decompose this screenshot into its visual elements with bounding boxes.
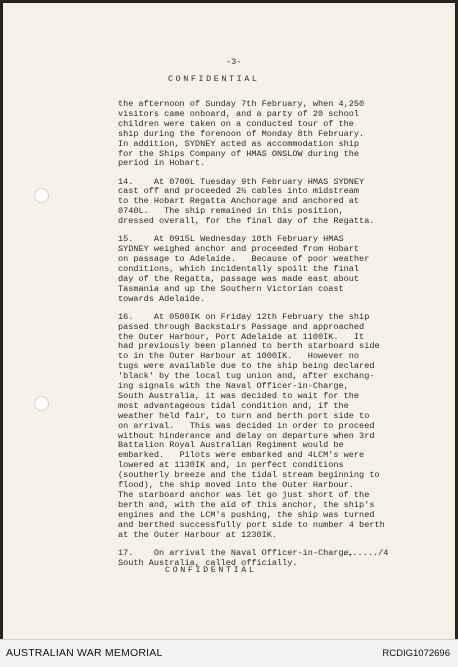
text-line: SYDNEY weighed anchor and proceeded from Hobart xyxy=(118,244,360,255)
text-line: lowered at 1130IK and, in perfect conditions xyxy=(118,460,344,471)
text-line: passed through Backstairs Passage and approached xyxy=(118,321,365,332)
text-line: embarked. Pilots were embarked and 4LCM's were xyxy=(118,450,365,461)
text-line: the afternoon of Sunday 7th February, when 4,250 xyxy=(118,99,365,109)
punch-hole-top xyxy=(34,188,49,203)
text-line: on arrival. This was decided in order to proceed xyxy=(118,420,375,431)
text-line: South Australia, called officially. xyxy=(118,557,298,568)
text-line: 16. At 0500IK on Friday 12th February the ship xyxy=(118,311,370,322)
text-line: cast off and proceeded 2½ cables into midstream xyxy=(118,186,360,197)
text-line: visitors came onboard, and a party of 20 school xyxy=(118,108,360,119)
text-line: flood), the ship moved into the Outer Harbour. xyxy=(118,480,354,490)
footer-classification: CONFIDENTIAL xyxy=(165,565,257,575)
text-line: most advantageous tidal condition and, if the xyxy=(118,400,349,411)
text-line: at the Outer Harbour at 1230IK. xyxy=(118,529,277,540)
text-line: Battalion Royal Australian Regiment would be xyxy=(118,440,344,451)
text-line: 14. At 0700L Tuesday 9th February HMAS SYDNEY xyxy=(118,176,365,187)
text-line: 17. On arrival the Naval Officer-in-Charge, xyxy=(118,547,354,558)
text-line: engines and the LCM's pushing, the ship was turned xyxy=(118,509,375,520)
text-line: for the Ships Company of HMAS ONSLOW during the xyxy=(118,148,360,159)
text-line: on passage to Adelaide. Because of poor weather xyxy=(118,254,370,264)
text-line: dressed overall, for the final day of the Regatta. xyxy=(118,216,375,227)
text-line: ship during the forenoon of Monday 8th February. xyxy=(118,128,365,139)
text-line: had previously been planned to berth starboard side xyxy=(118,341,380,352)
text-line: period in Hobart. xyxy=(118,158,206,169)
text-line: tugs were available due to the ship being declared xyxy=(118,361,375,372)
text-line: In addition, SYDNEY acted as accommodation ship xyxy=(118,138,360,149)
continuation-marker: ......./4 xyxy=(342,548,389,558)
text-line: the Outer Harbour, Port Adelaide at 1100IK. It xyxy=(118,331,365,342)
institution-name: AUSTRALIAN WAR MEMORIAL xyxy=(6,647,163,659)
text-line: 15. At 0915L Wednesday 10th February HMAS xyxy=(118,234,344,245)
text-line: South Australia, it was decided to wait for the xyxy=(118,390,360,401)
text-line: 0740L. The ship remained in this position, xyxy=(118,206,344,217)
header-classification: CONFIDENTIAL xyxy=(168,74,260,84)
text-line: (southerly breeze and the tidal stream beginning to xyxy=(118,470,380,481)
text-line: without hinderance and delay on departure when 3rd xyxy=(118,430,375,441)
text-line: conditions, which incidentally spoilt the final xyxy=(118,263,360,274)
text-line: towards Adelaide. xyxy=(118,293,206,304)
text-line: to in the Outer Harbour at 1000IK. However no xyxy=(118,351,360,362)
archive-reference: RCDIG1072696 xyxy=(382,648,450,659)
archive-footer xyxy=(0,639,458,667)
text-line: day of the Regatta, passage was made east about xyxy=(118,273,360,284)
text-line: Tasmania and up the Southern Victorian coast xyxy=(118,283,344,294)
punch-hole-bottom xyxy=(34,396,49,411)
text-line: and berthed successfully port side to number 4 berth xyxy=(118,519,385,530)
text-line: weather held fair, to turn and berth port side to xyxy=(118,410,370,421)
text-line: The starboard anchor was let go just short of the xyxy=(118,489,370,500)
page-number: -3- xyxy=(226,57,242,67)
text-line: ing signals with the Naval Officer-in-Charge, xyxy=(118,381,349,391)
text-line: to the Hobart Regatta Anchorage and anchored at xyxy=(118,196,360,207)
text-line: berth and, with the aid of this anchor, the ship's xyxy=(118,499,375,510)
text-line: 'black' by the local tug union and, after exchang- xyxy=(118,371,375,382)
text-line: children were taken on a conducted tour of the xyxy=(118,118,354,129)
